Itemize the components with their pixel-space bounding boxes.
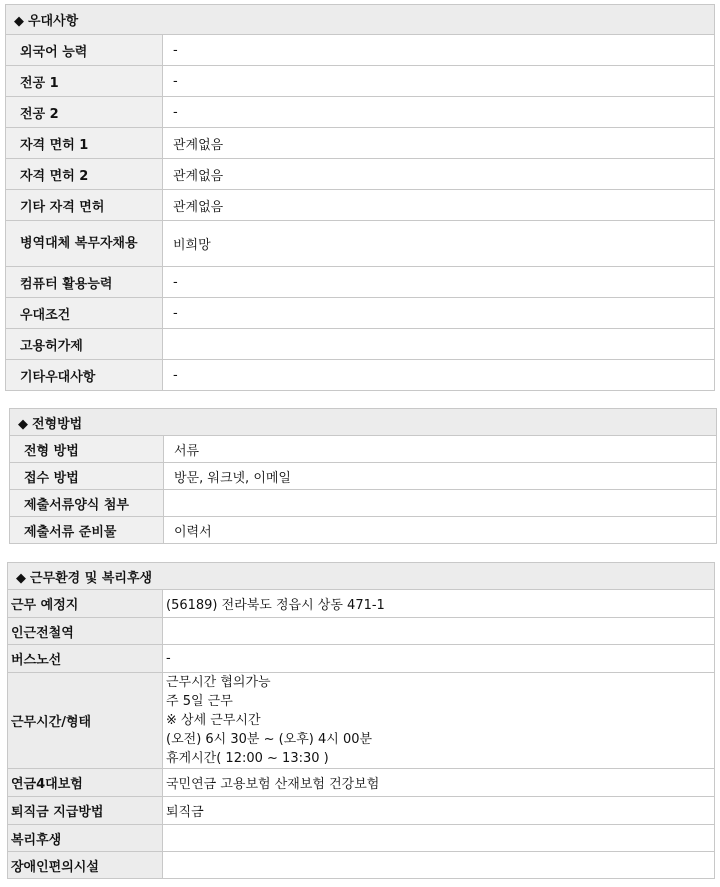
- row-value: -: [163, 35, 715, 66]
- row-value: 방문, 워크넷, 이메일: [164, 463, 717, 490]
- section-title: 근무환경 및 복리후생: [30, 570, 153, 586]
- row-label: 전공 1: [6, 66, 163, 97]
- table-row: [8, 645, 715, 673]
- row-value: 관계없음: [163, 128, 715, 159]
- row-label: 제출서류양식 첨부: [10, 490, 164, 517]
- table-row: [6, 97, 715, 128]
- preferences-table: [5, 4, 715, 391]
- diamond-bullet-icon: ◆: [14, 14, 24, 29]
- table-row: [6, 360, 715, 391]
- row-label: 연금4대보험: [8, 769, 163, 797]
- table-row: [6, 190, 715, 221]
- table-row: [8, 825, 715, 852]
- row-label: 제출서류 준비물: [10, 517, 164, 544]
- row-label: 장애인편의시설: [8, 852, 163, 879]
- row-label: 전형 방법: [10, 436, 164, 463]
- row-value: (56189) 전라북도 정읍시 상동 471-1: [163, 590, 715, 618]
- table-row: [10, 517, 717, 544]
- row-label: 복리후생: [8, 825, 163, 852]
- work-hours-value: [163, 673, 715, 769]
- table-row: [6, 128, 715, 159]
- row-value: -: [163, 645, 715, 673]
- work-hours-line: 주 5일 근무: [166, 694, 233, 709]
- row-value: -: [163, 66, 715, 97]
- section-header-work-environment: [8, 563, 715, 590]
- row-label: 기타 자격 면허: [6, 190, 163, 221]
- row-label: 인근전철역: [8, 618, 163, 645]
- row-value: -: [163, 267, 715, 298]
- table-row: [6, 267, 715, 298]
- row-value: 퇴직금: [163, 797, 715, 825]
- table-row: [8, 618, 715, 645]
- diamond-bullet-icon: ◆: [16, 570, 26, 586]
- row-label: 근무 예정지: [8, 590, 163, 618]
- table-row: [6, 298, 715, 329]
- section-title: 전형방법: [32, 416, 83, 432]
- row-label: 외국어 능력: [6, 35, 163, 66]
- row-label: 퇴직금 지급방법: [8, 797, 163, 825]
- row-label: 우대조건: [6, 298, 163, 329]
- table-row: [10, 436, 717, 463]
- table-row: [6, 66, 715, 97]
- work-hours-line: (오전) 6시 30분 ~ (오후) 4시 00분: [166, 732, 373, 747]
- row-label: 기타우대사항: [6, 360, 163, 391]
- row-value: [163, 618, 715, 645]
- work-hours-line: ※ 상세 근무시간: [166, 713, 261, 728]
- row-value: 비희망: [163, 221, 715, 267]
- table-row: [10, 463, 717, 490]
- row-value: 관계없음: [163, 190, 715, 221]
- row-label: 컴퓨터 활용능력: [6, 267, 163, 298]
- row-value: [163, 852, 715, 879]
- diamond-bullet-icon: ◆: [18, 416, 28, 432]
- row-value: [163, 825, 715, 852]
- table-row: [6, 221, 715, 267]
- row-value: -: [163, 97, 715, 128]
- row-label: 자격 면허 1: [6, 128, 163, 159]
- row-label: 접수 방법: [10, 463, 164, 490]
- row-label: 버스노선: [8, 645, 163, 673]
- table-row: [8, 769, 715, 797]
- selection-method-table: [9, 408, 717, 544]
- work-hours-line: 근무시간 협의가능: [166, 675, 271, 690]
- table-row: [10, 490, 717, 517]
- row-value: [164, 490, 717, 517]
- row-value: 관계없음: [163, 159, 715, 190]
- table-row: [6, 35, 715, 66]
- row-value: 이력서: [164, 517, 717, 544]
- row-label: 자격 면허 2: [6, 159, 163, 190]
- work-environment-table: [7, 562, 715, 879]
- row-value: 국민연금 고용보험 산재보험 건강보험: [163, 769, 715, 797]
- section-title: 우대사항: [28, 14, 79, 29]
- table-row: [8, 590, 715, 618]
- table-row: [8, 852, 715, 879]
- work-hours-line: 휴게시간( 12:00 ~ 13:30 ): [166, 751, 329, 766]
- row-label: 고용허가제: [6, 329, 163, 360]
- row-value: [163, 329, 715, 360]
- table-row: [6, 159, 715, 190]
- row-value: -: [163, 298, 715, 329]
- row-value: 서류: [164, 436, 717, 463]
- table-row: [8, 797, 715, 825]
- row-label: 전공 2: [6, 97, 163, 128]
- row-label: 병역대체 복무자채용: [6, 221, 163, 267]
- section-header-selection: [10, 409, 717, 436]
- table-row: [8, 673, 715, 769]
- table-row: [6, 329, 715, 360]
- row-value: -: [163, 360, 715, 391]
- row-label: 근무시간/형태: [8, 673, 163, 769]
- section-header-preferences: [6, 5, 715, 35]
